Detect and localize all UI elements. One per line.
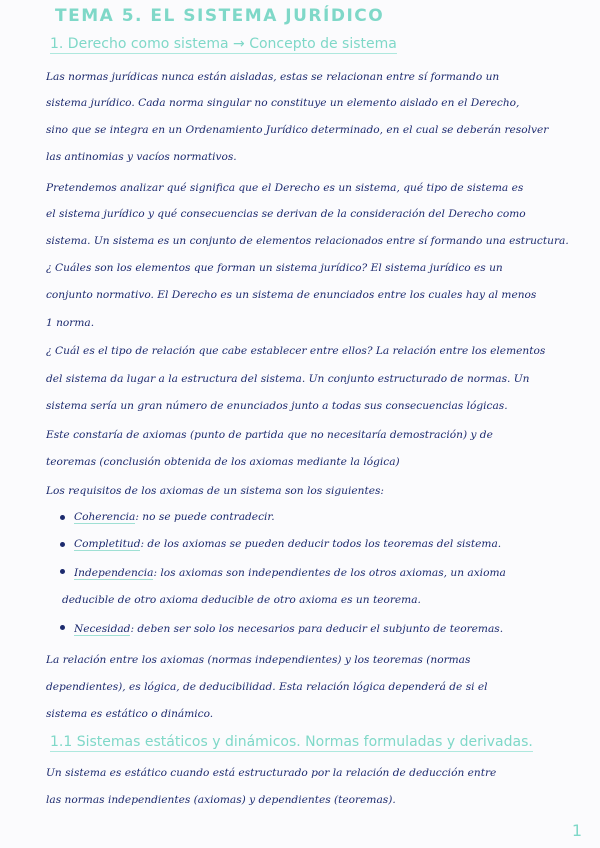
text-line: ¿ Cuáles son los elementos que forman un sistema jurídico? El sistema jurídico es un — [46, 262, 503, 274]
page-number: 1 — [571, 821, 582, 840]
text-line: del sistema da lugar a la estructura del sistema. Un conjunto estructurado de normas. Un — [46, 373, 530, 385]
text-line: dependientes), es lógica, de deducibilidad. Esta relación lógica dependerá de si el — [46, 681, 488, 693]
bullet-dot — [60, 569, 65, 574]
requirement-text: : de los axiomas se pueden deducir todos los teoremas del sistema. — [140, 538, 502, 550]
text-line: sistema jurídico. Cada norma singular no constituye un elemento aislado en el Derecho, — [46, 97, 520, 109]
text-line: conjunto normativo. El Derecho es un sistema de enunciados entre los cuales hay al menos — [46, 289, 537, 301]
text-line: las antinomias y vacíos normativos. — [46, 151, 237, 163]
text-line: teoremas (conclusión obtenida de los axiomas mediante la lógica) — [46, 456, 400, 468]
text-line: el sistema jurídico y qué consecuencias se derivan de la consideración del Derecho como — [46, 208, 526, 220]
requirement-text: : deben ser solo los necesarios para deducir el subjunto de teoremas. — [130, 623, 504, 635]
text-line: las normas independientes (axiomas) y dependientes (teoremas). — [46, 794, 396, 806]
requirement-term: Independencia — [74, 567, 154, 579]
bullet-dot — [60, 515, 65, 520]
text-line: Pretendemos analizar qué significa que el Derecho es un sistema, qué tipo de sistema es — [46, 182, 524, 194]
requirement-text: : los axiomas son independientes de los otros axiomas, un axioma — [153, 567, 506, 579]
requirement-item — [74, 510, 574, 524]
bullet-dot — [60, 542, 65, 547]
section-heading-1: 1. Derecho como sistema → Concepto de sistema — [50, 36, 397, 52]
text-line: sistema es estático o dinámico. — [46, 708, 214, 720]
section-heading-2: 1.1 Sistemas estáticos y dinámicos. Normas formuladas y derivadas. — [50, 734, 533, 750]
text-line: ¿ Cuál es el tipo de relación que cabe establecer entre ellos? La relación entre los elementos — [46, 345, 546, 357]
text-line: 1 norma. — [46, 317, 95, 329]
text-line: sino que se integra en un Ordenamiento Jurídico determinado, en el cual se deberán resolver — [46, 124, 549, 136]
text-line: Las normas jurídicas nunca están aisladas, estas se relacionan entre sí formando un — [46, 71, 500, 83]
text-line: Este constaría de axiomas (punto de partida que no necesitaría demostración) y de — [46, 429, 493, 441]
text-line: La relación entre los axiomas (normas independientes) y los teoremas (normas — [46, 654, 471, 666]
text-line: Los requisitos de los axiomas de un sistema son los siguientes: — [46, 485, 384, 497]
text-line: sistema. Un sistema es un conjunto de elementos relacionados entre sí formando una estructura. — [46, 235, 569, 247]
requirement-term: Coherencia — [74, 511, 136, 523]
requirement-term: Necesidad — [74, 623, 131, 635]
text-line: Un sistema es estático cuando está estructurado por la relación de deducción entre — [46, 767, 497, 779]
requirement-text: : no se puede contradecir. — [135, 511, 275, 523]
requirement-item — [74, 537, 574, 551]
requirement-continuation: deducible de otro axioma deducible de otro axioma es un teorema. — [62, 594, 421, 606]
requirement-term: Completitud — [74, 538, 141, 550]
page-title: TEMA 5. EL SISTEMA JURÍDICO — [55, 6, 385, 26]
text-line: sistema sería un gran número de enunciados junto a todas sus consecuencias lógicas. — [46, 400, 508, 412]
bullet-dot — [60, 625, 65, 630]
requirement-item — [74, 566, 574, 580]
requirement-item — [74, 622, 574, 636]
